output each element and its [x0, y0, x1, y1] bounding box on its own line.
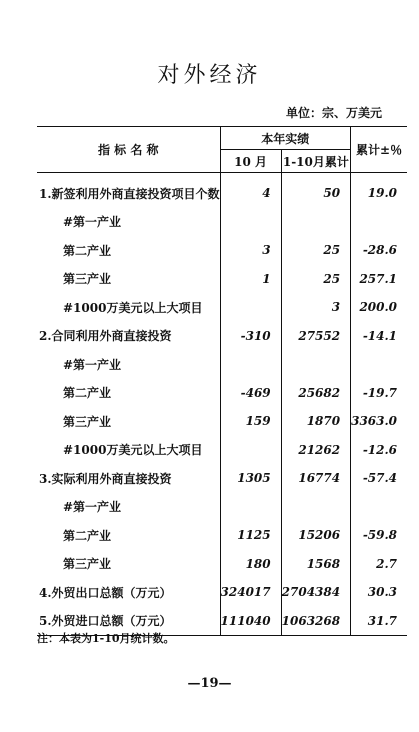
october-value: 3	[220, 236, 281, 265]
october-value: 111040	[220, 607, 281, 636]
table-row	[37, 578, 407, 607]
cumulative-value: 25	[281, 236, 350, 265]
cumulative-value: 27552	[281, 322, 350, 351]
indicator-name: #1000万美元以上大项目	[63, 300, 203, 315]
table-row	[37, 322, 407, 351]
table-row	[37, 379, 407, 408]
indicator-name: 第三产业	[63, 414, 112, 429]
change-percent: -14.1	[351, 322, 407, 351]
indicator-name: 第二产业	[63, 386, 112, 401]
indicator-name: 1.新签利用外商直接投资项目个数	[39, 186, 220, 201]
cumulative-value: 25	[281, 265, 350, 294]
october-value: 4	[220, 179, 281, 208]
change-percent: -28.6	[351, 236, 407, 265]
october-value: -469	[220, 379, 281, 408]
october-value: 324017	[220, 578, 281, 607]
indicator-name: 4.外贸出口总额（万元）	[39, 585, 172, 600]
table-row	[37, 350, 407, 379]
indicator-name: 3.实际利用外商直接投资	[39, 471, 172, 486]
table-row	[37, 550, 407, 579]
cumulative-value: 1568	[281, 550, 350, 579]
change-percent: -19.7	[351, 379, 407, 408]
october-value: 180	[220, 550, 281, 579]
october-value	[220, 493, 281, 522]
cumulative-value: 50	[281, 179, 350, 208]
cumulative-value: 16774	[281, 464, 350, 493]
october-value	[220, 436, 281, 465]
october-value: 1	[220, 265, 281, 294]
indicator-name: 第三产业	[63, 557, 112, 572]
header-oct: 10 月	[220, 150, 281, 173]
table-row	[37, 521, 407, 550]
header-actual: 本年实绩	[220, 127, 351, 150]
change-percent	[351, 350, 407, 379]
october-value: 1305	[220, 464, 281, 493]
table-row	[37, 493, 407, 522]
indicator-name: 第二产业	[63, 528, 112, 543]
indicator-name: #第一产业	[63, 500, 122, 515]
cumulative-value: 2704384	[281, 578, 350, 607]
cumulative-value: 1063268	[281, 607, 350, 636]
change-percent: 3363.0	[351, 407, 407, 436]
october-value: 1125	[220, 521, 281, 550]
indicator-name: #第一产业	[63, 215, 122, 230]
change-percent	[351, 208, 407, 237]
indicator-name: 2.合同利用外商直接投资	[39, 329, 172, 344]
page-title: 对外经济	[157, 63, 262, 88]
october-value	[220, 208, 281, 237]
page-number: —19—	[187, 676, 232, 691]
cumulative-value	[281, 350, 350, 379]
change-percent: 200.0	[351, 293, 407, 322]
table-row	[37, 265, 407, 294]
change-percent: 30.3	[351, 578, 407, 607]
change-percent: -12.6	[351, 436, 407, 465]
cumulative-value: 1870	[281, 407, 350, 436]
table-row	[37, 179, 407, 208]
foreign-economy-table	[37, 126, 407, 636]
table-row	[37, 293, 407, 322]
header-change: 累计±％	[351, 127, 407, 173]
table-body	[37, 173, 407, 636]
table-row	[37, 407, 407, 436]
cumulative-value: 21262	[281, 436, 350, 465]
october-value: -310	[220, 322, 281, 351]
table-row	[37, 436, 407, 465]
cumulative-value	[281, 208, 350, 237]
october-value: 159	[220, 407, 281, 436]
october-value	[220, 350, 281, 379]
change-percent: -59.8	[351, 521, 407, 550]
footnote: 注：本表为1-10月统计数。	[37, 632, 175, 645]
cumulative-value: 25682	[281, 379, 350, 408]
change-percent: 31.7	[351, 607, 407, 636]
change-percent: 19.0	[351, 179, 407, 208]
header-indicator: 指 标 名 称	[37, 127, 220, 173]
cumulative-value: 3	[281, 293, 350, 322]
table-row	[37, 208, 407, 237]
unit-label: 单位：宗、万美元	[285, 106, 382, 120]
table-row	[37, 464, 407, 493]
october-value	[220, 293, 281, 322]
change-percent	[351, 493, 407, 522]
change-percent: -57.4	[351, 464, 407, 493]
change-percent: 2.7	[351, 550, 407, 579]
cumulative-value: 15206	[281, 521, 350, 550]
indicator-name: #第一产业	[63, 357, 122, 372]
table-row	[37, 236, 407, 265]
cumulative-value	[281, 493, 350, 522]
indicator-name: 第三产业	[63, 272, 112, 287]
indicator-name: #1000万美元以上大项目	[63, 443, 203, 458]
indicator-name: 5.外贸进口总额（万元）	[37, 607, 220, 636]
change-percent: 257.1	[351, 265, 407, 294]
header-jan-oct: 1-10月累计	[281, 150, 350, 173]
indicator-name: 第二产业	[63, 243, 112, 258]
